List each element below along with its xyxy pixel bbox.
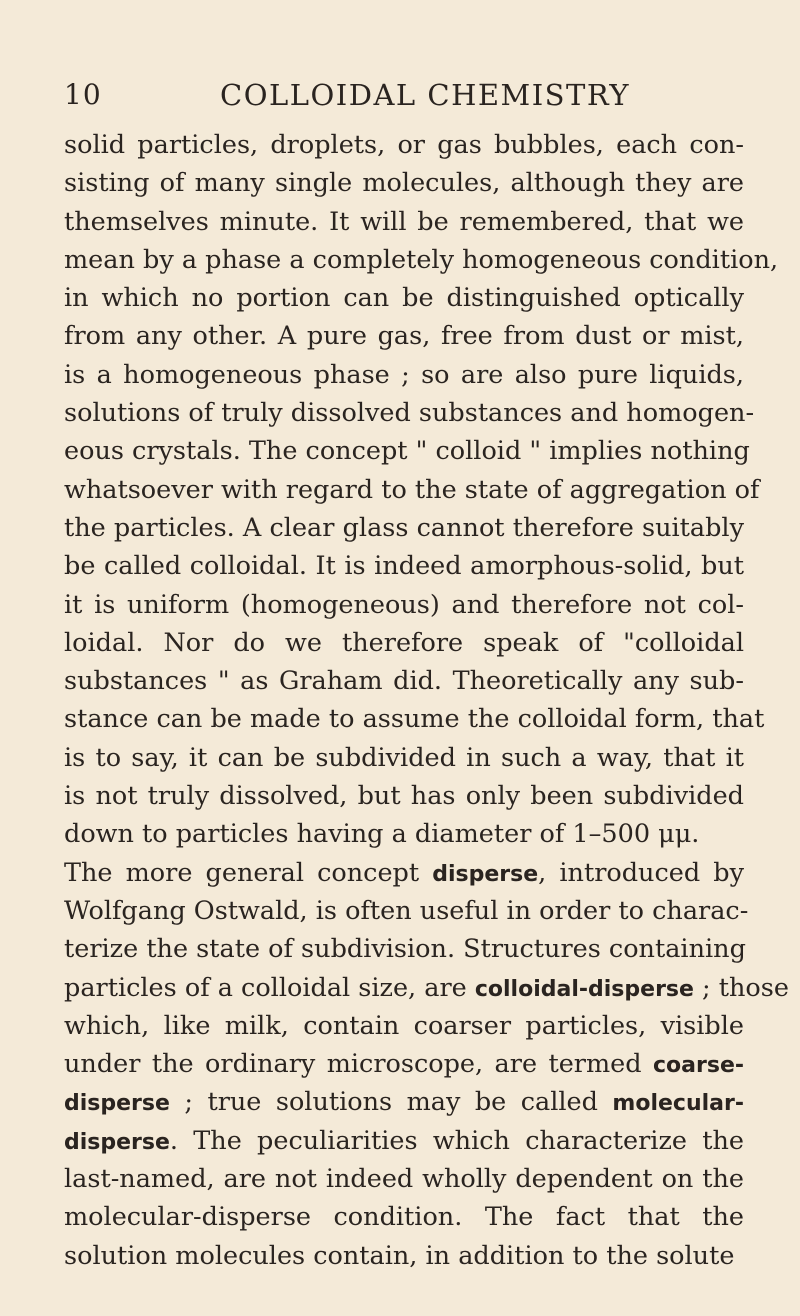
running-head: [64, 78, 744, 118]
text-line: disperse. The peculiarities which characterize the: [64, 1125, 744, 1156]
text-line: is not truly dissolved, but has only been subdivided: [64, 781, 744, 812]
text-line: it is uniform (homogeneous) and therefore not col-: [64, 589, 744, 620]
term-coarse-disperse: coarse-: [653, 1053, 744, 1079]
text-line: in which no portion can be distinguished optically: [64, 283, 744, 314]
text-line: is a homogeneous phase ; so are also pure liquids,: [64, 359, 744, 390]
text-line: solid particles, droplets, or gas bubbles, each con-: [64, 130, 744, 160]
text-line: the particles. A clear glass cannot therefore suitably: [64, 512, 744, 543]
text-line: mean by a phase a completely homogeneous condition,: [64, 244, 779, 275]
text-line: last-named, are not indeed wholly dependent on the: [64, 1164, 744, 1195]
text-line: loidal. Nor do we therefore speak of "colloidal: [64, 627, 744, 658]
page-number: 10: [64, 78, 102, 111]
text-line: molecular-disperse condition. The fact that the: [64, 1202, 744, 1233]
text-line: whatsoever with regard to the state of aggregation of: [64, 474, 760, 505]
text-line: solution molecules contain, in addition to the solute: [64, 1240, 735, 1271]
text-line: sisting of many single molecules, although they are: [64, 168, 744, 199]
text-line: substances " as Graham did. Theoretically any sub-: [64, 666, 744, 697]
text-line: disperse ; true solutions may be called molecular-: [64, 1087, 744, 1118]
term-colloidal-disperse: colloidal-disperse: [474, 976, 694, 1002]
text-line: down to particles having a diameter of 1–500 μμ.: [64, 819, 700, 850]
text-line: themselves minute. It will be remembered, that we: [64, 206, 744, 237]
term-molecular-disperse-cont: disperse: [64, 1129, 170, 1155]
term-coarse-disperse-cont: disperse: [64, 1091, 170, 1117]
text-line: The more general concept disperse, introduced by: [64, 857, 745, 888]
body-text: [64, 126, 789, 1275]
text-line: be called colloidal. It is indeed amorphous-solid, but: [64, 551, 744, 582]
text-line: from any other. A pure gas, free from dust or mist,: [64, 321, 744, 352]
term-disperse: disperse: [432, 861, 539, 887]
text-line: solutions of truly dissolved substances and homogen-: [64, 398, 755, 429]
text-line: is to say, it can be subdivided in such a way, that it: [64, 742, 744, 773]
term-molecular-disperse: molecular-: [612, 1091, 744, 1117]
text-line: eous crystals. The concept " colloid " implies nothing: [64, 436, 750, 467]
text-line: terize the state of subdivision. Structures containing: [64, 934, 746, 965]
text-line: particles of a colloidal size, are colloidal-disperse ; those: [64, 972, 789, 1003]
running-title: COLLOIDAL CHEMISTRY: [220, 78, 630, 112]
text-line: which, like milk, contain coarser particles, visible: [64, 1010, 744, 1041]
text-line: Wolfgang Ostwald, is often useful in order to charac-: [64, 895, 749, 926]
text-line: under the ordinary microscope, are termed coarse-: [64, 1049, 744, 1080]
text-line: stance can be made to assume the colloidal form, that: [64, 704, 765, 735]
